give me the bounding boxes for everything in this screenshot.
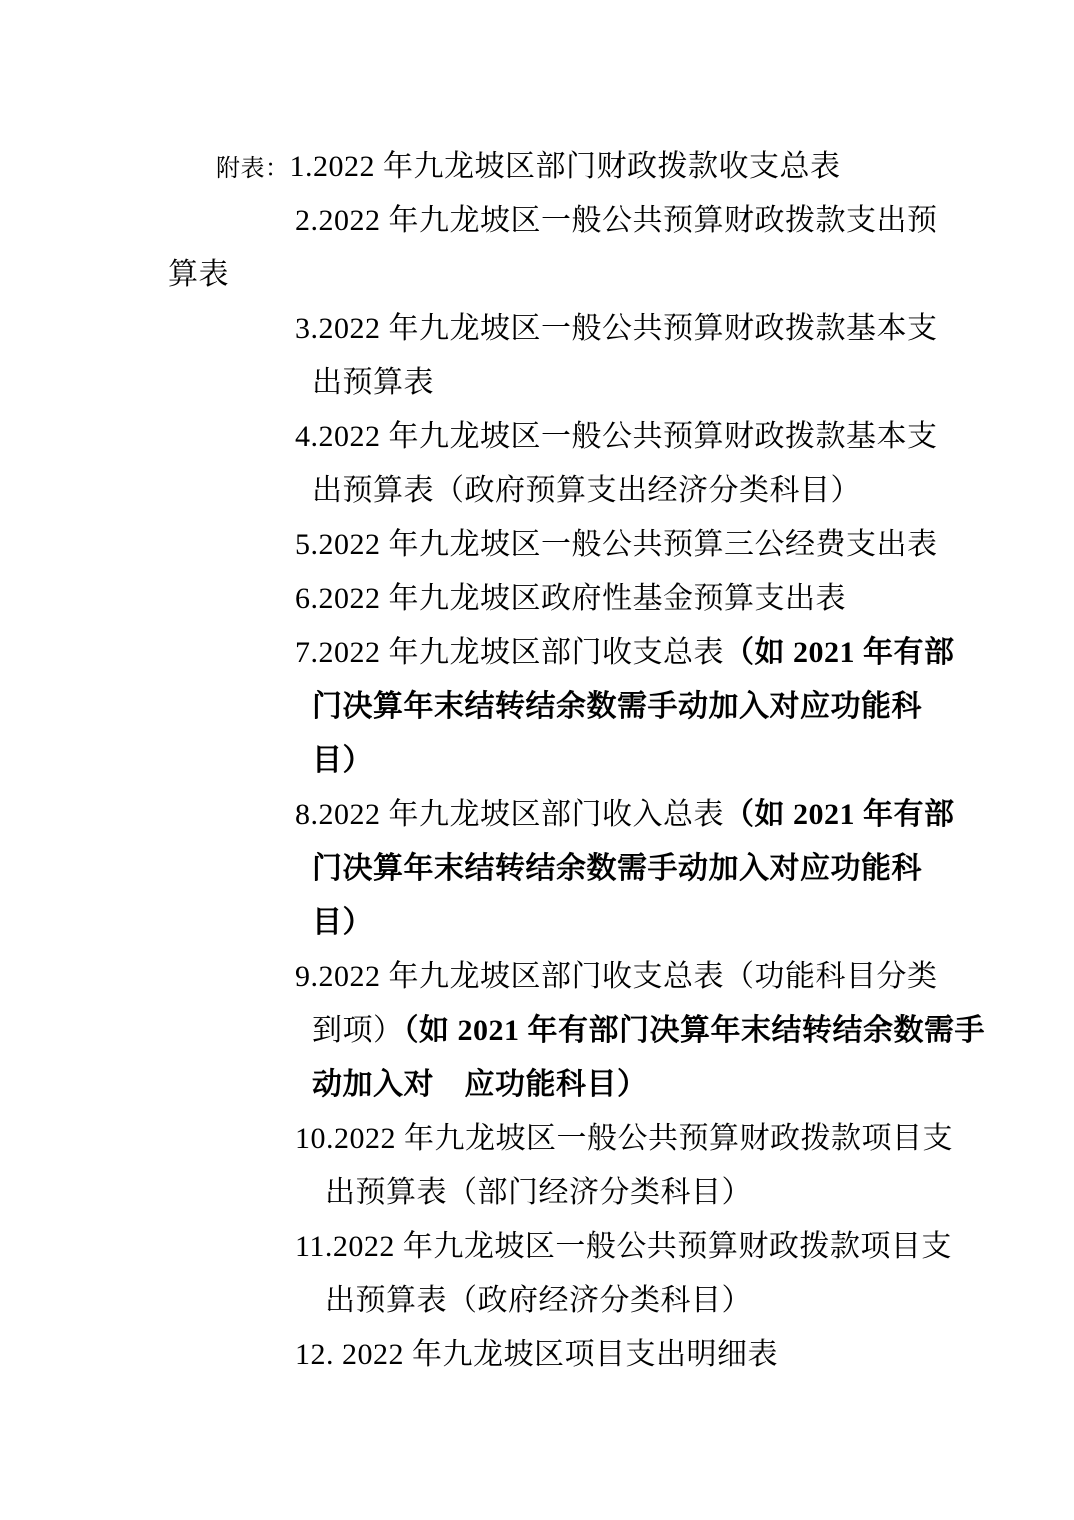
text-run: 7.2022 年九龙坡区部门收支总表 [295,636,724,669]
text-run: （如 2021 年有部门决算年末结转结余数需手 [403,1014,985,1047]
text-run: 目） [312,906,373,939]
doc-line [216,140,841,194]
doc-line [295,1112,953,1166]
doc-line [312,680,922,734]
doc-line [295,626,955,680]
text-run: 4.2022 年九龙坡区一般公共预算财政拨款基本支 [295,420,938,453]
text-run: 目） [312,744,373,777]
text-run: 8.2022 年九龙坡区部门收入总表 [295,798,724,831]
doc-line [295,302,938,356]
doc-line [295,410,938,464]
doc-line [312,1058,648,1112]
text-run: 11.2022 年九龙坡区一般公共预算财政拨款项目支 [295,1230,952,1263]
text-run: 1.2022 年九龙坡区部门财政拨款收支总表 [289,150,841,183]
text-run: 动加入对 应功能科目） [312,1068,648,1101]
doc-line [168,248,229,302]
doc-line [295,1328,778,1382]
text-run: 2.2022 年九龙坡区一般公共预算财政拨款支出预 [295,204,938,237]
doc-line [312,734,373,788]
text-run: 6.2022 年九龙坡区政府性基金预算支出表 [295,582,846,615]
text-run: 出预算表（部门经济分类科目） [325,1176,752,1209]
text-run: 5.2022 年九龙坡区一般公共预算三公经费支出表 [295,528,938,561]
doc-line [295,518,938,572]
text-run: 出预算表 [312,366,434,399]
doc-line [295,572,846,626]
text-run: （如 2021 年有部 [724,636,955,669]
text-run: 12. 2022 年九龙坡区项目支出明细表 [295,1338,778,1371]
attachment-list-label: 附表： [216,156,290,182]
doc-line [325,1274,752,1328]
text-run: （如 2021 年有部 [724,798,955,831]
text-run: 到项） [312,1014,404,1047]
doc-line [312,356,434,410]
text-run: 3.2022 年九龙坡区一般公共预算财政拨款基本支 [295,312,938,345]
text-run: 算表 [168,258,229,291]
text-run: 门决算年末结转结余数需手动加入对应功能科 [312,852,922,885]
text-run: 出预算表（政府经济分类科目） [325,1284,752,1317]
doc-line [295,1220,952,1274]
doc-line [312,896,373,950]
text-run: 10.2022 年九龙坡区一般公共预算财政拨款项目支 [295,1122,953,1155]
doc-line [312,1004,985,1058]
doc-line [325,1166,752,1220]
text-run: 出预算表（政府预算支出经济分类科目） [312,474,861,507]
text-run: 门决算年末结转结余数需手动加入对应功能科 [312,690,922,723]
doc-line [312,464,861,518]
text-run: 9.2022 年九龙坡区部门收支总表（功能科目分类 [295,960,938,993]
doc-line [295,950,938,1004]
doc-line [295,788,955,842]
doc-line [312,842,922,896]
doc-line [295,194,938,248]
